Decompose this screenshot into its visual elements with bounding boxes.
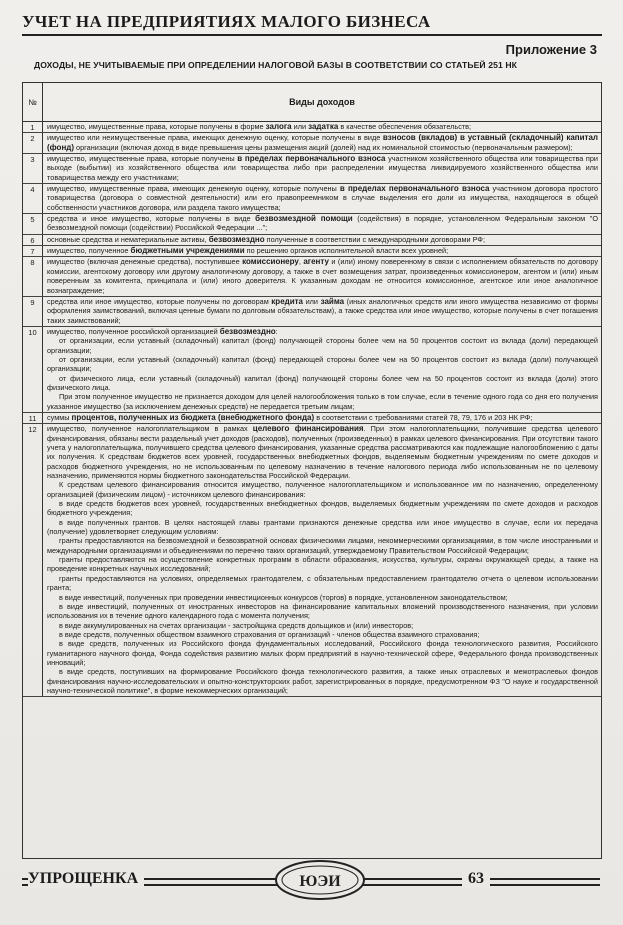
text-run: (содействия) в порядке, установленном Федеральным законом "О безвозмездной помощи (содействии) Российской Федерации ..."; [47,214,599,233]
row-description [43,257,601,295]
row-description [43,214,601,234]
row-paragraph [47,355,598,374]
emphasized-term: безвозмездно [208,234,265,244]
text-run: участником договора простого товарищества (договора о совместной деятельности) или его правопреемником в случае выделения его доли из имущества, находящегося в общей собственности участников договора, или раздела такого имущества; [47,184,598,212]
row-paragraph [47,336,598,355]
emphasized-term: в пределах первоначального взноса [237,154,386,164]
row-number: 8 [23,257,43,295]
column-header-number: № [23,83,43,121]
page-footer [22,858,602,902]
row-paragraph [47,630,598,639]
emphasized-term: в пределах первоначального взноса [339,184,490,194]
table-row [23,122,601,133]
text-run: гранты предоставляются на безвозмездной и безвозвратной основах физическими лицами, некоммерческими организациями, в том числе иностранными и международными организациями и объединениями по перечню таких организаций, утверждаемому Правительством Российской Федерации; [47,536,598,555]
text-run: гранты предоставляются на осуществление конкретных программ в области образования, искусства, культуры, охраны окружающей среды, а также на проведение конкретных научных исследований; [47,555,598,574]
row-number: 10 [23,327,43,412]
row-paragraph [47,297,598,325]
text-run: средства или иное имущество, которые получены по договорам [47,296,272,306]
table-row [23,133,601,154]
text-run: : [275,326,278,336]
emphasized-term: безвозмездной помощи [255,214,353,224]
row-description [43,297,601,326]
row-paragraph [47,392,598,411]
text-run: в виде полученных грантов. В целях настоящей главы грантами признаются денежные средства или иное имущество в случае, если их передача (получение) удовлетворяет следующим условиям: [47,517,598,537]
publication-title: УЧЕТ НА ПРЕДПРИЯТИЯХ МАЛОГО БИЗНЕСА [22,12,431,31]
emphasized-term: кредита [271,296,303,306]
row-paragraph [47,639,598,667]
row-paragraph [47,602,598,621]
table-row [23,413,601,424]
table-row [23,246,601,257]
emphasized-term: задатка [308,122,339,131]
table-row [23,214,601,235]
row-paragraph [47,214,598,233]
document-title: ДОХОДЫ, НЕ УЧИТЫВАЕМЫЕ ПРИ ОПРЕДЕЛЕНИИ НАЛОГОВОЙ БАЗЫ В СООТВЕТСТВИИ СО СТАТЬЕЙ 251 НК [34,60,517,70]
text-run: в виде средств, полученных обществом взаимного страхования от организаций - членов общества взаимного страхования; [59,629,480,639]
text-run: имущество, полученное налогоплательщиком в рамках [47,424,253,434]
emphasized-term: комиссионеру [242,257,299,267]
row-paragraph [47,574,598,593]
emphasized-term: бюджетными учреждениями [130,246,245,256]
text-run: При этом полученное имущество не признается доходом для целей налогообложения только в том случае, если в течение одного года со дня его получения указанное имущество (за исключением денежных средств) не передается третьим лицам; [47,392,598,411]
table-header [23,83,601,122]
row-description [43,246,601,256]
row-paragraph [47,424,598,480]
text-run: в виде средств бюджетов всех уровней, государственных внебюджетных фондов, выделяемых бюджетным учреждениям по смете доходов и расходов бюджетного учреждения; [47,499,598,518]
row-description [43,133,601,153]
row-paragraph [47,499,598,518]
text-run: суммы [47,412,72,422]
row-paragraph [47,555,598,574]
row-paragraph [47,413,598,422]
table-row [23,235,601,246]
text-run: имущество, полученное российской организацией [47,326,220,336]
text-run: имущество, имущественные права, имеющих денежную оценку, которые получены [47,184,340,194]
text-run: в качестве обеспечения обязательств; [338,122,472,131]
text-run: участником хозяйственного общества или товарищества при выходе (выбытии) из хозяйственного общества или товарищества либо при распределении имущества ликвидируемого хозяйственного общества или товарищества между его участниками; [47,154,598,182]
row-paragraph [47,374,598,393]
table-row [23,154,601,184]
row-paragraph [47,122,598,131]
appendix-label: Приложение 3 [505,42,597,57]
text-run: в виде инвестиций, полученных от иностранных инвесторов на финансирование капитальных вложений производственного назначения, при условии использования их в течение одного календарного года с момента получения; [47,601,598,621]
row-description [43,122,601,132]
running-header [22,6,602,36]
row-number: 4 [23,184,43,213]
row-number: 1 [23,122,43,132]
row-description [43,154,601,183]
text-run: имущество или неимущественные права, имеющих денежную оценку, которые получены в виде [47,133,383,143]
text-run: средства и иное имущество, которые получены в виде [47,214,256,224]
row-description [43,424,601,696]
emphasized-term: безвозмездно [219,326,276,336]
row-number: 7 [23,246,43,256]
text-run: в виде средств, поступивших на формирование Российского фонда технологического развития, а также иных отраслевых и межотраслевых фондов финансирования научно-исследовательских и опытно-конструкторских работ, зарегистрированных в порядке, предусмотренном ФЗ "О науке и государственной научно-технической политике", в форме некоммерческих организаций; [47,667,598,695]
publisher-logo-icon [272,858,368,902]
text-run: (иных аналогичных средств или иного имущества независимо от формы оформления заимствований, включая ценные бумаги по долговым обязательствам), а также средства или иное имущество, которые получены в счет погашения таких заимствований; [47,296,598,325]
emphasized-term: займа [320,296,345,306]
table-row [23,327,601,413]
text-run: от организации, если уставный (складочный) капитал (фонд) получающей стороны более чем на 50 процентов состоит из вклада (доли) передающей организации; [47,336,598,355]
text-run: или [291,122,309,131]
emphasized-term: залога [265,122,292,131]
text-run: . При этом налогоплательщики, получившие средства целевого финансирования, обязаны вести раздельный учет доходов (расходов), полученных (произведенных) в рамках целевого финансирования. При отсутствии такого учета у налогоплательщика, получившего средства целевого финансирования, указанные средства рассматриваются как подлежащие налогообложению с даты их получения. К средствам бюджетов всех уровней, государственных внебюджетных фондов, выделяемым бюджетным учреждениям по смете доходов и расходов бюджетного учреждения, но не использованным по целевому назначению в течение налогового периода либо использованным не по целевому назначению, применяются нормы бюджетного законодательства Российской Федерации. [47,424,598,481]
row-number: 9 [23,297,43,326]
text-run: К средствам целевого финансирования относится имущество, полученное налогоплательщиком и использованное им по назначению, определенному организацией (физическим лицом) - источником целевого финансирования: [47,480,598,499]
row-paragraph [47,667,598,695]
text-run: , [298,257,304,267]
row-paragraph [47,246,598,255]
emphasized-term: взносов (вкладов) в уставный (складочный) капитал (фонд) [47,133,598,152]
text-run: по решению органов исполнительной власти всех уровней; [244,246,449,256]
text-run: основные средства и нематериальные активы, [47,234,209,244]
row-paragraph [47,235,598,244]
text-run: полученные в соответствии с международными договорами РФ; [264,234,485,244]
text-run: в виде средств, полученных из Российского фонда фундаментальных исследований, Российского фонда технологического развития, Российского гуманитарного научного фонда, Фонда содействия развитию малых форм предприятий в научно-технической сфере, Федерального фонда производственных инноваций; [47,639,598,667]
text-run: в виде аккумулированных на счетах организации - застройщика средств дольщиков и (или) инвесторов; [59,620,414,630]
table-body [23,122,601,697]
table-row [23,257,601,296]
table-row [23,184,601,214]
text-run: имущество, полученное [47,246,131,256]
text-run: гранты предоставляются на условиях, определяемых грантодателем, с обязательным предоставлением грантодателю отчета о целевом использовании гранта; [47,573,598,593]
text-run: в виде инвестиций, полученных при проведении инвестиционных конкурсов (торгов) в порядке, установленном законодательством; [59,592,508,602]
row-number: 3 [23,154,43,183]
row-paragraph [47,518,598,537]
emphasized-term: процентов, полученных из бюджета (внебюджетного фонда) [71,412,315,422]
text-run: организации (включая доход в виде превышения цены размещения акций (долей) над их номинальной стоимостью (первоначальным размером); [74,142,573,152]
text-run: и (или) иному поверенному в связи с исполнением обязательств по договору комиссии, агентскому договору или другому аналогичному договору, а также в счет возмещения затрат, произведенных комиссионером, агентом и (или) иным поверенным за комитента, принципала и (или) иного доверителя. К указанным доходам не относится комиссионное, агентское или иное аналогичное вознаграждение; [47,257,598,295]
column-header-income-types: Виды доходов [289,97,355,107]
footer-section-name: УПРОЩЕНКА [28,870,144,888]
row-description [43,413,601,423]
logo-text: ЮЭИ [299,873,341,890]
row-description [43,327,601,412]
text-run: имущество, имущественные права, которые получены в форме [47,122,266,131]
text-run: или [303,296,321,306]
emphasized-term: агенту [303,257,329,267]
row-paragraph [47,154,598,182]
row-number: 12 [23,424,43,696]
row-paragraph [47,133,598,152]
text-run: в соответствии с требованиями статей 78, 79, 176 и 203 НК РФ; [314,412,533,422]
row-number: 11 [23,413,43,423]
row-paragraph [47,621,598,630]
emphasized-term: целевого финансирования [252,424,364,434]
page-number: 63 [462,870,490,888]
table-row [23,297,601,327]
text-run: от организации, если уставный (складочный) капитал (фонд) передающей стороны более чем на 50 процентов состоит из вклада (доли) получающей организации; [47,354,598,374]
row-paragraph [47,327,598,336]
row-number: 5 [23,214,43,234]
income-table [22,82,602,859]
row-description [43,235,601,245]
text-run: от физического лица, если уставный (складочный) капитал (фонд) получающей стороны более чем на 50 процентов состоит из вклада (доли) этого физического лица. [47,373,598,392]
row-paragraph [47,593,598,602]
row-paragraph [47,257,598,294]
row-paragraph [47,536,598,555]
text-run: имущество, имущественные права, которые получены [47,154,238,164]
row-number: 6 [23,235,43,245]
table-row [23,424,601,697]
text-run: имущество (включая денежные средства), поступившее [47,257,243,267]
row-number: 2 [23,133,43,153]
row-description [43,184,601,213]
row-paragraph [47,480,598,499]
row-paragraph [47,184,598,212]
